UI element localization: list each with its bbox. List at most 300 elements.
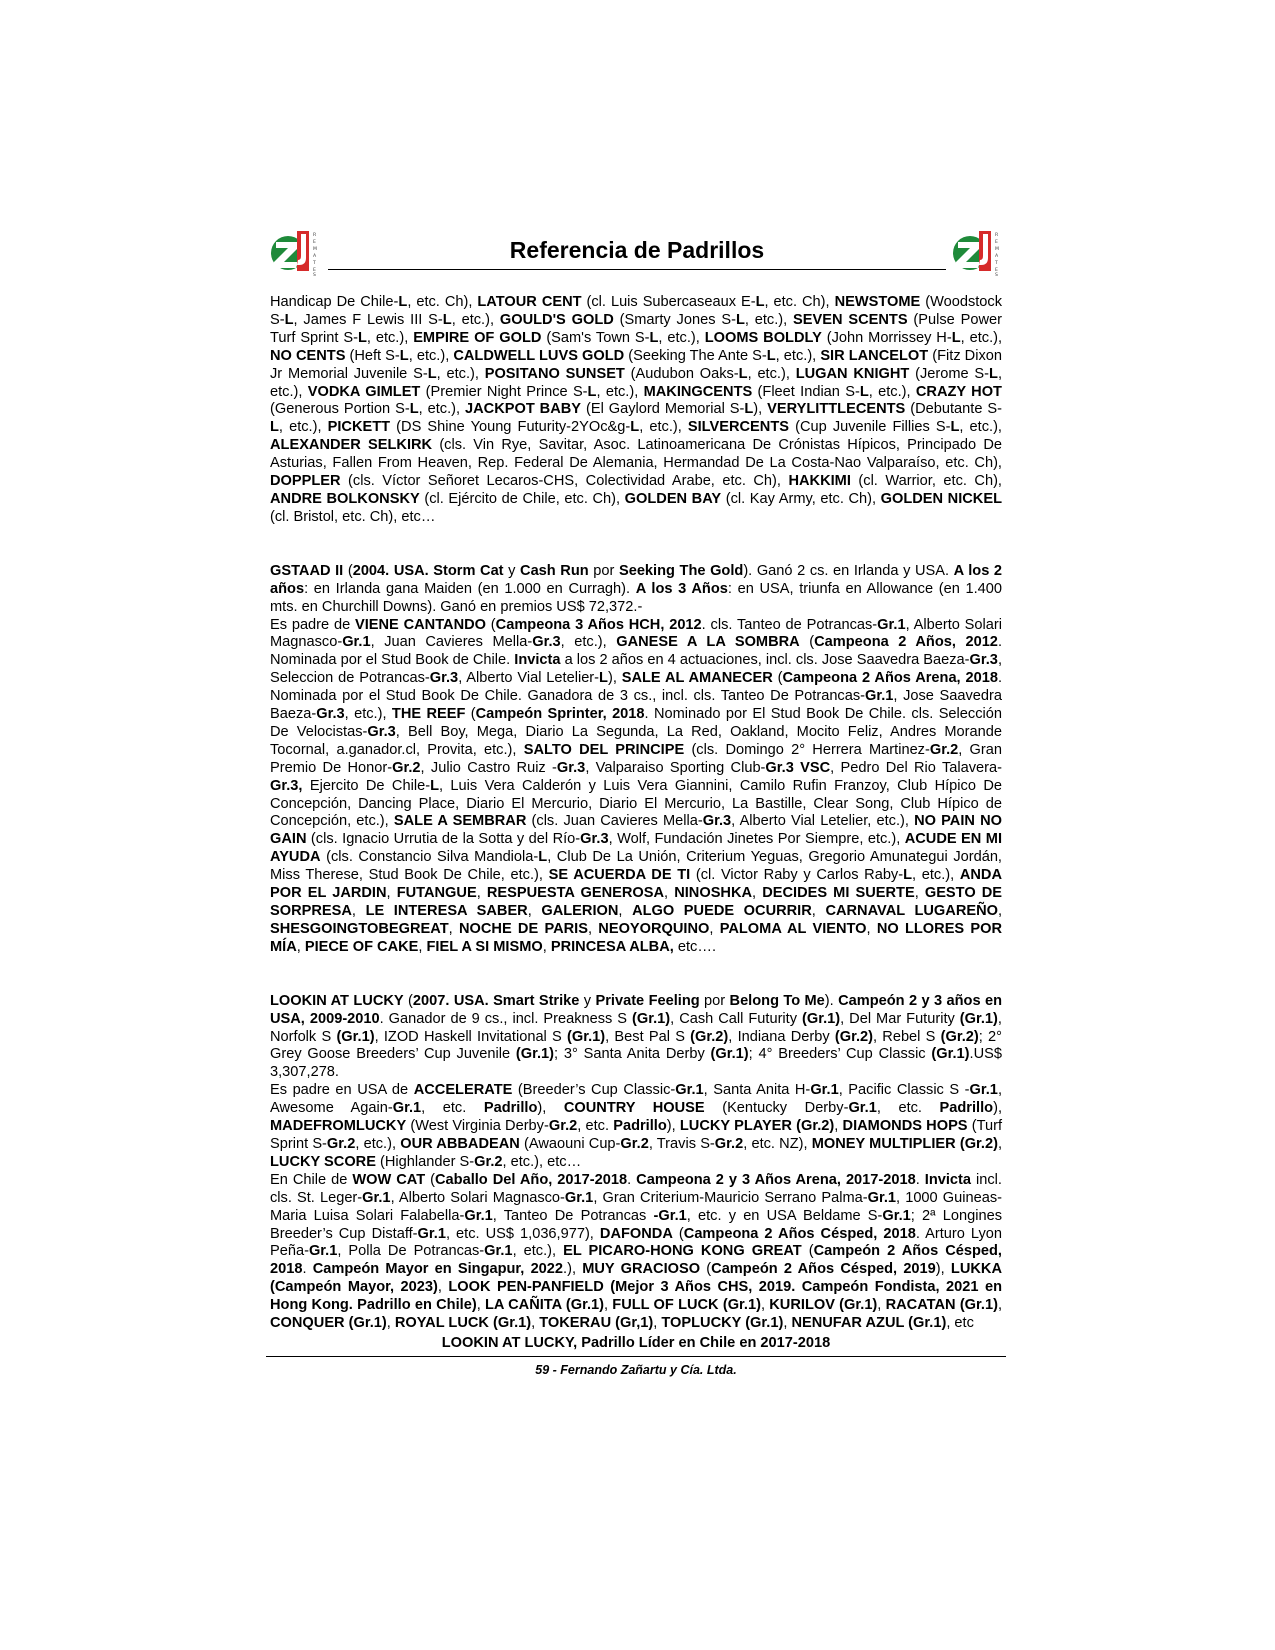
bold-text-run: L bbox=[649, 329, 659, 346]
bold-text-run: L bbox=[951, 329, 961, 346]
text-run: . Ganador de 9 cs., incl. Preakness S bbox=[379, 1010, 633, 1027]
text-run: , etc.), bbox=[959, 419, 1002, 436]
text-run: , etc.), bbox=[366, 329, 414, 346]
text-run: , Valparaiso Sporting Club- bbox=[585, 759, 766, 776]
svg-text:E: E bbox=[995, 268, 998, 273]
bold-text-run: SHESGOINGTOBEGREAT bbox=[270, 920, 449, 937]
bold-text-run: (Gr.1) bbox=[515, 1046, 554, 1063]
page-footer: 59 - Fernando Zañartu y Cía. Ltda. bbox=[535, 1362, 737, 1377]
text-run: , Santa Anita H- bbox=[703, 1082, 811, 1099]
bold-text-run: Campeona 2 Años, 2012 bbox=[814, 634, 998, 651]
bold-text-run: Gr.1 bbox=[392, 1100, 422, 1117]
text-run: por bbox=[699, 992, 730, 1009]
text-run: a los 2 años en 4 actuaciones, incl. cls. Jose Saavedra Baeza- bbox=[560, 652, 970, 669]
text-run: , Seleccion de Potrancas- bbox=[270, 652, 1002, 687]
text-run: , Julio Castro Ruiz - bbox=[420, 759, 557, 776]
text-run: , Tanteo De Potrancas bbox=[492, 1207, 654, 1224]
text-run: , bbox=[664, 885, 675, 902]
text-run: incl. cls. St. Leger- bbox=[270, 1171, 1002, 1206]
text-run: , etc bbox=[946, 1315, 974, 1332]
text-run: , etc.), bbox=[639, 419, 688, 436]
section-gap bbox=[270, 527, 1002, 563]
bold-text-run: Gr.3 bbox=[702, 813, 732, 830]
bold-text-run: L bbox=[442, 311, 452, 328]
text-run: , bbox=[351, 903, 366, 919]
bold-text-run: ROYAL LUCK (Gr.1) bbox=[394, 1315, 532, 1332]
bold-text-run: LOOKIN AT LUCKY bbox=[270, 992, 404, 1009]
text-run: , Alberto Solari Magnasco- bbox=[390, 1189, 565, 1206]
bold-text-run: Gr.1 bbox=[877, 616, 906, 633]
text-run: , bbox=[386, 1315, 395, 1332]
paragraph-gstaad-progeny bbox=[270, 617, 1002, 957]
text-run: (Awaouni Cup- bbox=[519, 1135, 621, 1152]
bold-text-run: Gr.1 bbox=[969, 1082, 998, 1099]
bold-text-run: SALE A SEMBRAR bbox=[393, 813, 527, 830]
text-run: (John Morrissey H- bbox=[821, 329, 952, 346]
bold-text-run: OUR ABBADEAN bbox=[400, 1135, 520, 1152]
bold-text-run: (Gr.1) bbox=[632, 1010, 671, 1027]
bold-text-run: (Gr.1) bbox=[959, 1010, 998, 1027]
bold-text-run: (Gr.1) bbox=[710, 1046, 749, 1063]
bold-text-run: Gr.2 bbox=[392, 759, 421, 776]
bold-text-run: FULL OF LUCK (Gr.1) bbox=[612, 1297, 761, 1314]
bold-text-run: GSTAAD II bbox=[270, 562, 344, 579]
text-run: , bbox=[604, 1297, 613, 1314]
bold-text-run: Padrillo bbox=[939, 1100, 994, 1117]
text-run: , Cash Call Futurity bbox=[670, 1010, 802, 1027]
text-run: , etc.), bbox=[560, 634, 617, 651]
text-run: (Cup Juvenile Fillies S- bbox=[788, 419, 951, 436]
text-run: ; 4° Breeders’ Cup Classic bbox=[748, 1046, 932, 1063]
bold-text-run: RESPUESTA GENEROSA bbox=[486, 885, 665, 902]
bold-text-run: GOULD'S GOLD bbox=[499, 311, 614, 328]
bold-text-run: L bbox=[284, 311, 294, 328]
text-run: ( bbox=[343, 562, 353, 579]
text-run: , Best Pal S bbox=[605, 1028, 691, 1045]
text-run: . bbox=[627, 1171, 637, 1188]
text-run: , Rebel S bbox=[873, 1028, 941, 1045]
bold-text-run: Campeona 2 Años Césped, 2018 bbox=[683, 1225, 916, 1242]
bold-text-run: Gr.3 bbox=[316, 706, 345, 723]
page-header bbox=[270, 228, 1002, 284]
bold-text-run: Campeón 2 Años Césped, 2019 bbox=[711, 1261, 936, 1278]
text-run: (Debutante S- bbox=[905, 401, 1002, 418]
text-run: , Bell Boy, Mega, Diario La Segunda, La Red, Oakland, Mocito Feliz, Andres Morande Tocornal, a.ganador.cl, Provita, etc.), bbox=[270, 723, 1002, 758]
bold-text-run: (Gr.1) bbox=[802, 1010, 841, 1027]
bold-text-run: Gr.3, bbox=[270, 777, 303, 794]
text-run: , Alberto Solari Magnasco- bbox=[270, 616, 1002, 651]
text-run: , bbox=[418, 938, 427, 955]
text-run: , Polla De Potrancas- bbox=[337, 1243, 485, 1260]
text-run: Es padre de bbox=[270, 616, 355, 633]
bold-text-run: (Gr.2) bbox=[834, 1028, 873, 1045]
text-run: , bbox=[760, 1297, 770, 1314]
bold-text-run: DAFONDA bbox=[599, 1225, 673, 1242]
bold-text-run: ALEXANDER SELKIRK bbox=[270, 437, 433, 454]
bold-text-run: L bbox=[357, 329, 367, 346]
bold-text-run: LUCKY PLAYER (Gr.2) bbox=[679, 1118, 835, 1135]
text-run: , bbox=[834, 1118, 843, 1135]
text-run: (cls. Vin Rye, Savitar, Asoc. Latinoamericana De Crónistas Hípicos, Principado De Asturias, Fallen From Heaven, Rep. Federal De Alemania, Hermandad De La Costa-Nao Valparaíso, etc. Ch), bbox=[270, 437, 1002, 472]
text-run: (Heft S- bbox=[345, 347, 400, 364]
bold-text-run: L bbox=[427, 365, 437, 382]
closing-line: LOOKIN AT LUCKY, Padrillo Líder en Chile en 2017-2018 bbox=[441, 1334, 831, 1351]
bold-text-run: L bbox=[587, 383, 597, 400]
bold-text-run: L bbox=[398, 294, 408, 310]
text-run: ). bbox=[824, 992, 839, 1009]
text-run: , Travis S- bbox=[648, 1135, 715, 1152]
text-run: ( bbox=[465, 706, 476, 723]
bold-text-run: GOLDEN NICKEL bbox=[880, 490, 1002, 507]
text-run: (DS Shine Young Futurity-2YOc&g- bbox=[390, 419, 631, 436]
svg-text:A: A bbox=[995, 254, 999, 259]
bold-text-run: NEWSTOME bbox=[834, 294, 921, 310]
text-run: (cl. Bristol, etc. Ch), etc… bbox=[270, 508, 436, 525]
bold-text-run: L bbox=[738, 365, 748, 382]
bold-text-run: TOPLUCKY (Gr.1) bbox=[661, 1315, 784, 1332]
text-run: ( bbox=[801, 1243, 814, 1260]
bold-text-run: PRINCESA ALBA, bbox=[550, 938, 674, 955]
bold-text-run: Gr.2 bbox=[714, 1135, 744, 1152]
bold-text-run: MAKINGCENTS bbox=[643, 383, 753, 400]
text-run: , Gran Criterium-Mauricio Serrano Palma- bbox=[593, 1189, 868, 1206]
bold-text-run: CALDWELL LUVS GOLD bbox=[453, 347, 625, 364]
bold-text-run: EMPIRE OF GOLD bbox=[413, 329, 542, 346]
remates-logo-left bbox=[270, 228, 320, 276]
text-run: ( bbox=[672, 1225, 684, 1242]
text-run: , etc. Ch), bbox=[407, 294, 478, 310]
text-run: (Audubon Oaks- bbox=[624, 365, 739, 382]
text-run: , Alberto Vial Letelier- bbox=[458, 670, 600, 687]
text-run: , IZOD Haskell Invitational S bbox=[374, 1028, 568, 1045]
text-run: ), bbox=[935, 1261, 951, 1278]
text-run: , etc.), bbox=[278, 419, 328, 436]
svg-text:R: R bbox=[995, 233, 999, 238]
bold-text-run: SALE AL AMANECER bbox=[621, 670, 773, 687]
bold-text-run: Gr.1 bbox=[810, 1082, 839, 1099]
text-run: , etc.), bbox=[512, 1243, 564, 1260]
text-run: y bbox=[579, 992, 596, 1009]
text-run: (cls. Juan Cavieres Mella- bbox=[526, 813, 703, 830]
text-run: , etc. NZ), bbox=[743, 1135, 812, 1152]
text-run: , Norfolk S bbox=[270, 1010, 1002, 1045]
page bbox=[270, 228, 1002, 1377]
text-run: , etc.), bbox=[658, 329, 705, 346]
bold-text-run: VERYLITTLECENTS bbox=[767, 401, 906, 418]
text-run: , Luis Vera Calderón y Luis Vera Giannini, Camilo Rufin Franzoy, Club Hípico De Concepción, Dancing Place, Diario El Mercurio, Diario El Mercurio, La Bastille, Clear Song, Club Hípico de Concepción, etc.), bbox=[270, 777, 1002, 830]
paragraph-lookin-chile-progeny bbox=[270, 1172, 1002, 1333]
text-run: , etc.), bbox=[436, 365, 485, 382]
bold-text-run: JACKPOT BABY bbox=[465, 401, 582, 418]
paragraph-intro bbox=[270, 294, 1002, 527]
bold-text-run: NINOSHKA bbox=[674, 885, 753, 902]
text-run: , Alberto Vial Letelier, etc.), bbox=[731, 813, 915, 830]
text-run: , Juan Cavieres Mella- bbox=[370, 634, 533, 651]
bold-text-run: THE REEF bbox=[391, 706, 466, 723]
text-run: , etc. US$ 1,036,977), bbox=[445, 1225, 600, 1242]
bold-text-run: LA CAÑITA (Gr.1) bbox=[484, 1297, 604, 1314]
svg-text:T: T bbox=[995, 261, 998, 266]
bold-text-run: GANESE A LA SOMBRA bbox=[616, 634, 800, 651]
paragraph-gstaad-profile bbox=[270, 563, 1002, 617]
bold-text-run: Cash Run bbox=[520, 562, 589, 579]
text-run: Es padre en USA de bbox=[270, 1082, 414, 1099]
text-run: (Fitz Dixon Jr Memorial Juvenile S- bbox=[270, 347, 1002, 382]
text-run: , etc.), bbox=[418, 401, 465, 418]
text-run: , Wolf, Fundación Jinetes Por Siempre, etc.), bbox=[608, 831, 905, 848]
bold-text-run: SIR LANCELOT bbox=[820, 347, 929, 364]
text-run: (cls. Constancio Silva Mandiola- bbox=[320, 849, 539, 866]
bold-text-run: RACATAN (Gr.1) bbox=[885, 1297, 998, 1314]
bold-text-run: SEVEN SCENTS bbox=[793, 311, 908, 328]
text-run: ), bbox=[753, 401, 768, 418]
text-run: , etc. bbox=[421, 1100, 484, 1117]
bold-text-run: MADEFROMLUCKY bbox=[270, 1118, 407, 1135]
svg-text:M: M bbox=[995, 247, 999, 252]
bold-text-run: NO PAIN NO GAIN bbox=[270, 813, 1002, 848]
text-run: ; 2ª Longines Breeder’s Cup Distaff- bbox=[270, 1207, 1002, 1242]
text-run: ), bbox=[993, 1100, 1002, 1117]
bold-text-run: Campeona 2 y 3 Años Arena, 2017-2018 bbox=[636, 1171, 916, 1188]
bold-text-run: L bbox=[399, 347, 409, 364]
text-run: (cls. Domingo 2° Herrera Martinez- bbox=[684, 741, 930, 758]
bold-text-run: SE ACUERDA DE TI bbox=[548, 867, 691, 884]
bold-text-run: L bbox=[989, 365, 998, 382]
bold-text-run: GALERION bbox=[541, 903, 619, 919]
bold-text-run: Gr.1 bbox=[308, 1243, 338, 1260]
text-run: Handicap De Chile- bbox=[270, 294, 399, 310]
bold-text-run: LE INTERESA SABER bbox=[365, 903, 528, 919]
bold-text-run: MONEY MULTIPLIER (Gr.2) bbox=[811, 1135, 998, 1152]
bold-text-run: Private Feeling bbox=[595, 992, 700, 1009]
svg-text:A: A bbox=[313, 254, 317, 259]
bold-text-run: Gr.2 bbox=[474, 1153, 503, 1170]
bold-text-run: Gr.2 bbox=[929, 741, 959, 758]
text-run: . bbox=[302, 1261, 313, 1278]
bold-text-run: KURILOV (Gr.1) bbox=[769, 1297, 878, 1314]
bold-text-run: Campeona 2 Años Arena, 2018 bbox=[782, 670, 998, 687]
text-run: , Del Mar Futurity bbox=[840, 1010, 960, 1027]
bold-text-run: FUTANGUE bbox=[396, 885, 477, 902]
text-run: , Gran Premio De Honor- bbox=[270, 741, 1002, 776]
text-run: ), bbox=[607, 670, 622, 687]
bold-text-run: Gr.1 bbox=[342, 634, 371, 651]
bold-text-run: 2007. USA. Smart Strike bbox=[412, 992, 580, 1009]
text-run: (Turf Sprint S- bbox=[270, 1118, 1003, 1152]
text-run: (Pulse Power Turf Sprint S- bbox=[270, 311, 1002, 346]
text-run: (Fleet Indian S- bbox=[752, 383, 860, 400]
bold-text-run: ACCELERATE bbox=[413, 1082, 513, 1099]
bold-text-run: L bbox=[755, 294, 765, 310]
text-run: , etc.), bbox=[355, 1135, 401, 1152]
bold-text-run: Gr.3 bbox=[580, 831, 609, 848]
bold-text-run: PIECE OF CAKE bbox=[304, 938, 419, 955]
svg-text:M: M bbox=[313, 247, 317, 252]
bold-text-run: DIAMONDS HOPS bbox=[842, 1118, 968, 1135]
bold-text-run: Gr.1 bbox=[882, 1207, 911, 1224]
text-run: , etc.), bbox=[747, 365, 796, 382]
text-run: ), bbox=[537, 1100, 564, 1117]
bold-text-run: Gr.1 bbox=[484, 1243, 513, 1260]
text-run: . Nominada por el Stud Book de Chile. bbox=[270, 634, 1002, 669]
bold-text-run: Padrillo bbox=[613, 1118, 667, 1135]
text-run: etc…. bbox=[673, 938, 716, 955]
bold-text-run: A los 3 Años bbox=[635, 580, 728, 597]
text-run: (Kentucky Derby- bbox=[704, 1100, 849, 1117]
text-run: , bbox=[386, 885, 397, 902]
section-gap bbox=[270, 957, 1002, 993]
bold-text-run: MUY GRACIOSO bbox=[582, 1261, 701, 1278]
bold-text-run: ANDRE BOLKONSKY bbox=[270, 490, 420, 507]
text-run: , bbox=[752, 885, 763, 902]
text-run: , 1000 Guineas-Maria Luisa Solari Falabella- bbox=[270, 1189, 1002, 1224]
text-run: (Generous Portion S- bbox=[270, 401, 410, 418]
bold-text-run: L bbox=[630, 419, 640, 436]
bold-text-run: Gr.1 bbox=[865, 688, 894, 705]
text-run: (cl. Warrior, etc. Ch), bbox=[850, 473, 1002, 490]
text-run: (Premier Night Prince S- bbox=[420, 383, 588, 400]
bold-text-run: (Gr.1) bbox=[567, 1028, 606, 1045]
bold-text-run: LOOK PEN-PANFIELD (Mejor 3 Años CHS, 2019. Campeón Fondista, 2021 en Hong Kong. Padrillo en Chile) bbox=[270, 1279, 1003, 1314]
bold-text-run: Gr.3 bbox=[556, 759, 586, 776]
svg-text:T: T bbox=[313, 261, 316, 266]
text-run: . cls. Tanteo de Potrancas- bbox=[701, 616, 878, 633]
bold-text-run: ALGO PUEDE OCURRIR bbox=[632, 903, 812, 919]
bold-text-run: LATOUR CENT bbox=[477, 294, 582, 310]
text-run: , Pedro Del Rio Talavera- bbox=[830, 759, 1002, 776]
bold-text-run: L bbox=[409, 401, 419, 418]
bold-text-run: SILVERCENTS bbox=[687, 419, 789, 436]
text-run: , etc.), bbox=[912, 867, 960, 884]
text-run: , bbox=[448, 920, 459, 937]
bold-text-run: Gr.3 bbox=[429, 670, 459, 687]
text-run: , bbox=[709, 920, 720, 937]
text-run: , etc.), bbox=[960, 329, 1003, 346]
bold-text-run: NENUFAR AZUL (Gr.1) bbox=[791, 1315, 947, 1332]
text-run: ( bbox=[772, 670, 783, 687]
bold-text-run: FIEL A SI MISMO bbox=[426, 938, 543, 955]
text-run: por bbox=[588, 562, 619, 579]
text-run: , etc. bbox=[577, 1118, 614, 1135]
text-run: (El Gaylord Memorial S- bbox=[581, 401, 745, 418]
bold-text-run: Gr.1 bbox=[848, 1100, 877, 1117]
text-run: , James F Lewis III S- bbox=[293, 311, 443, 328]
bold-text-run: Seeking The Gold bbox=[618, 562, 744, 579]
text-run: (Seeking The Ante S- bbox=[624, 347, 767, 364]
text-run: , bbox=[811, 903, 826, 919]
text-run: (Sam's Town S- bbox=[541, 329, 650, 346]
text-run: (cl. Victor Raby y Carlos Raby- bbox=[690, 867, 904, 884]
bold-text-run: (Gr.2) bbox=[940, 1028, 979, 1045]
bold-text-run: Gr.3 VSC bbox=[765, 759, 831, 776]
bold-text-run: NO CENTS bbox=[270, 347, 346, 364]
text-run: , etc.), bbox=[270, 365, 1003, 400]
text-run: , bbox=[542, 938, 551, 955]
bold-text-run: Belong To Me bbox=[729, 992, 825, 1009]
bold-text-run: TOKERAU (Gr,1) bbox=[539, 1315, 654, 1332]
text-run: y bbox=[503, 562, 521, 579]
text-run: .US$ 3,307,278. bbox=[270, 1046, 1002, 1081]
text-run: En Chile de bbox=[270, 1171, 353, 1188]
bold-text-run: Campeón 2 y 3 años en USA, 2009-2010 bbox=[270, 992, 1002, 1027]
text-run: (Highlander S- bbox=[375, 1153, 475, 1170]
bold-text-run: Gr.3 bbox=[532, 634, 561, 651]
bold-text-run: 2004. USA. Storm Cat bbox=[352, 562, 504, 579]
text-run: ), bbox=[666, 1118, 680, 1135]
text-run: , Indiana Derby bbox=[728, 1028, 835, 1045]
text-run: ( bbox=[700, 1261, 712, 1278]
text-run: : en Irlanda gana Maiden (en 1.000 en Curragh). bbox=[304, 580, 636, 597]
text-run: , bbox=[296, 938, 305, 955]
bold-text-run: Invicta bbox=[514, 652, 561, 669]
bold-text-run: (Gr.2) bbox=[690, 1028, 729, 1045]
text-run: , bbox=[783, 1315, 792, 1332]
bold-text-run: PALOMA AL VIENTO bbox=[719, 920, 867, 937]
bold-text-run: L bbox=[430, 777, 439, 794]
bold-text-run: Padrillo bbox=[483, 1100, 538, 1117]
text-run: , bbox=[437, 1279, 449, 1296]
text-run: , etc.), bbox=[596, 383, 644, 400]
text-run: , Pacific Classic S - bbox=[838, 1082, 970, 1099]
text-run: (cl. Kay Army, etc. Ch), bbox=[721, 490, 881, 507]
text-run: , Jose Saavedra Baeza- bbox=[270, 688, 1003, 723]
text-run: .), bbox=[563, 1261, 583, 1278]
paragraph-lookin-profile bbox=[270, 993, 1002, 1083]
text-run: (West Virginia Derby- bbox=[406, 1118, 549, 1135]
text-run: , bbox=[653, 1315, 662, 1332]
text-run: , Awesome Again- bbox=[270, 1082, 1002, 1117]
bold-text-run: VIENE CANTANDO bbox=[354, 616, 486, 633]
remates-logo-right bbox=[952, 228, 1002, 276]
bold-text-run: Gr.3 bbox=[969, 652, 998, 669]
bold-text-run: WOW CAT bbox=[352, 1171, 426, 1188]
bold-text-run: L bbox=[735, 311, 745, 328]
bold-text-run: (Gr.1) bbox=[931, 1046, 970, 1063]
text-run: (cls. Víctor Señoret Lecaros-CHS, Colectividad Arabe, etc. Ch), bbox=[340, 473, 789, 490]
text-run: (cl. Luis Subercaseaux E- bbox=[581, 294, 756, 310]
bold-text-run: COUNTRY HOUSE bbox=[563, 1100, 705, 1117]
text-run: , bbox=[476, 885, 487, 902]
text-run: , bbox=[914, 885, 925, 902]
text-run: ( bbox=[486, 616, 496, 633]
svg-text:R: R bbox=[313, 233, 317, 238]
bold-text-run: LUKKA (Campeón Mayor, 2023) bbox=[270, 1261, 1002, 1296]
bold-text-run: (Gr.1) bbox=[336, 1028, 375, 1045]
text-run: ; 3° Santa Anita Derby bbox=[554, 1046, 711, 1063]
svg-text:E: E bbox=[313, 240, 316, 245]
text-run: ( bbox=[425, 1171, 436, 1188]
text-run: , etc.), bbox=[868, 383, 916, 400]
footer-rule bbox=[266, 1356, 1006, 1357]
text-run: . Nominada por el Stud Book De Chile. Ganadora de 3 cs., incl. cls. Tanteo De Potrancas- bbox=[270, 670, 1002, 705]
bold-text-run: L bbox=[766, 347, 776, 364]
text-run: , etc.), etc… bbox=[502, 1153, 582, 1170]
bold-text-run: Gr.1 bbox=[464, 1207, 493, 1224]
text-run: , bbox=[618, 903, 633, 919]
bold-text-run: SALTO DEL PRINCIPE bbox=[523, 741, 685, 758]
text-run: (Breeder’s Cup Classic- bbox=[512, 1082, 676, 1099]
text-run: (cl. Ejército de Chile, etc. Ch), bbox=[419, 490, 625, 507]
text-run: ). Ganó 2 cs. en Irlanda y USA. bbox=[743, 562, 954, 579]
bold-text-run: -Gr.1 bbox=[653, 1207, 687, 1224]
bold-text-run: Campeona 3 Años HCH, 2012 bbox=[495, 616, 702, 633]
text-run: , bbox=[531, 1315, 540, 1332]
bold-text-run: CRAZY HOT bbox=[915, 383, 1002, 400]
bold-text-run: DOPPLER bbox=[270, 473, 341, 490]
bold-text-run: NOCHE DE PARIS bbox=[458, 920, 588, 937]
text-run: (Jerome S- bbox=[909, 365, 990, 382]
bold-text-run: LUGAN KNIGHT bbox=[795, 365, 910, 382]
